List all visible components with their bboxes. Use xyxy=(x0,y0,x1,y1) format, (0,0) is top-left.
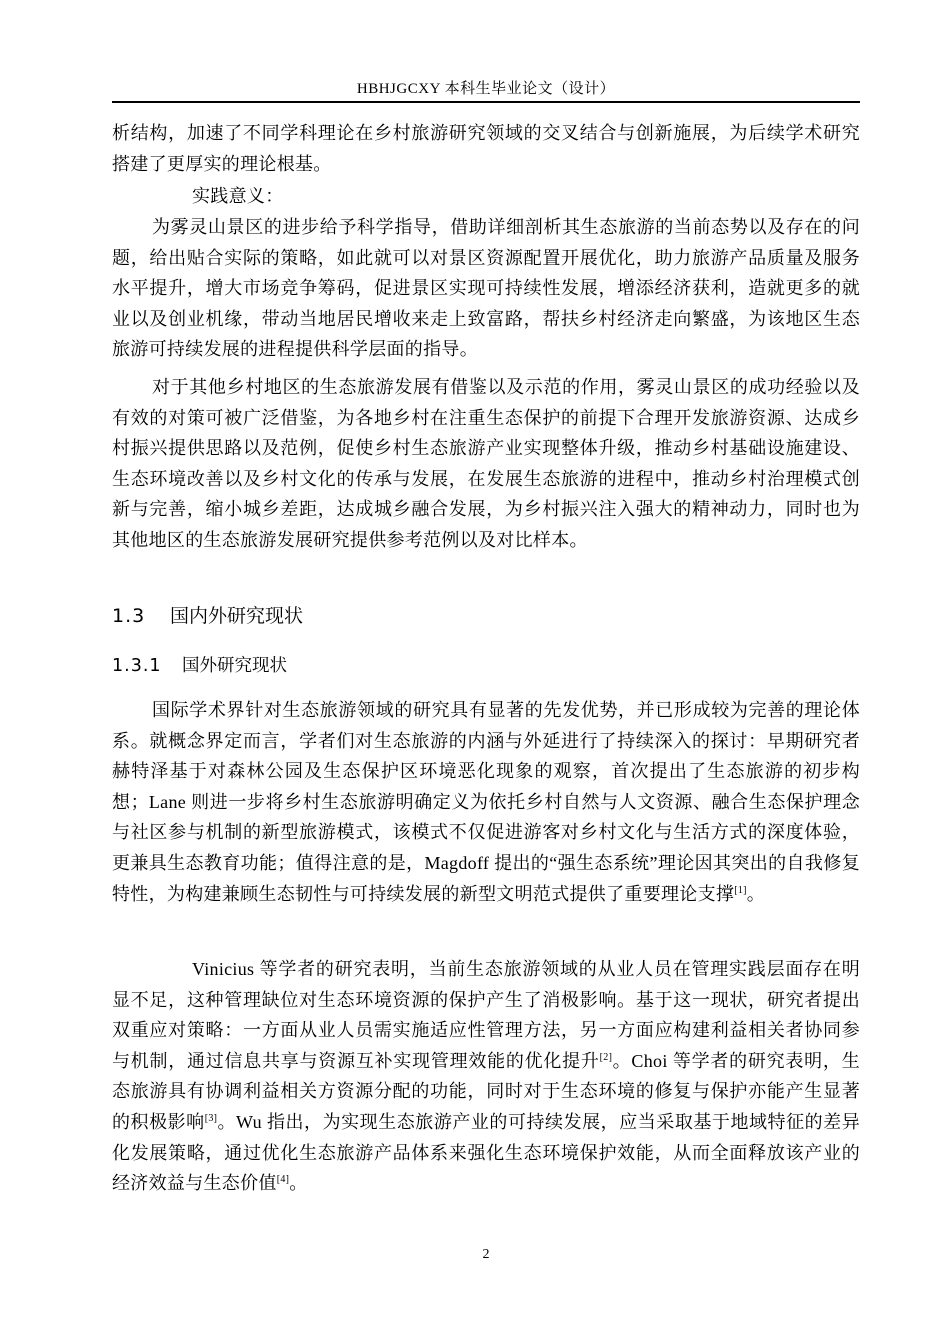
subsection-heading xyxy=(112,653,287,679)
paragraph-text: Vinicius 等学者的研究表明，当前生态旅游领域的从业人员在管理实践层面存在明显不足，这种管理缺位对生态环境资源的保护产生了消极影响。基于这一现状，研究者提出双重应对策略：一方面从业人员需实施适应性管理方法，另一方面应构建利益相关者协同参与机制，通过信息共享与资源互补实现管理效能的优化提升 xyxy=(112,959,860,1071)
citation-ref[interactable]: [2] xyxy=(599,1051,613,1063)
paragraph-foreign-research-1 xyxy=(112,695,860,909)
citation-ref[interactable]: [3] xyxy=(204,1112,218,1124)
page-number: 2 xyxy=(482,1247,490,1262)
paragraph-text: 国际学术界针对生态旅游领域的研究具有显著的先发优势，并已形成较为完善的理论体系。就概念界定而言，学者们对生态旅游的内涵与外延进行了持续深入的探讨：早期研究者赫特泽基于对森林公园及生态保护区环境恶化现象的观察，首次提出了生态旅游的初步构想；Lane 则进一步将乡村生态旅游明确定义为依托乡村自然与人文资源、融合生态保护理念与社区参与机制的新型旅游模式，该模式不仅促进游客对乡村文化与生活方式的深度体验，更兼具生态教育功能；值得注意的是，Magdoff 提出的“强生态系统”理论因其突出的自我修复特性，为构建兼顾生态韧性与可持续发展的新型文明范式提供了重要理论支撑 xyxy=(112,700,860,904)
subsection-title: 国外研究现状 xyxy=(182,656,287,676)
paragraph-text: 。Wu 指出，为实现生态旅游产业的可持续发展，应当采取基于地域特征的差异化发展策略，通过优化生态旅游产品体系来强化生态环境保护效能，从而全面释放该产业的经济效益与生态价值 xyxy=(112,1111,860,1194)
paragraph-text: 。 xyxy=(746,883,766,904)
citation-ref[interactable]: [4] xyxy=(276,1174,290,1186)
paragraph-text: 。 xyxy=(289,1173,308,1194)
paragraph-practical-significance-label: 实践意义： xyxy=(192,186,284,206)
paragraph-continued: 析结构，加速了不同学科理论在乡村旅游研究领域的交叉结合与创新施展，为后续学术研究搭建了更厚实的理论根基。 xyxy=(112,123,860,174)
section-number: 1.3 xyxy=(112,605,146,627)
paragraph-text: 。Choi 等学者的研究表明，生态旅游具有协调利益相关方资源分配的功能，同时对于生态环境的修复与保护亦能产生显著的积极影响 xyxy=(112,1050,860,1132)
running-header: HBHJGCXY 本科生毕业论文（设计） xyxy=(356,81,616,97)
section-title: 国内外研究现状 xyxy=(170,605,304,627)
citation-ref[interactable]: [1] xyxy=(734,884,747,896)
paragraph-foreign-research-2 xyxy=(112,954,860,1199)
paragraph-practical-significance-2: 对于其他乡村地区的生态旅游发展有借鉴以及示范的作用，雾灵山景区的成功经验以及有效的对策可被广泛借鉴，为各地乡村在注重生态保护的前提下合理开发旅游资源、达成乡村振兴提供思路以及范例，促使乡村生态旅游产业实现整体升级，推动乡村基础设施建设、生态环境改善以及乡村文化的传承与发展，在发展生态旅游的进程中，推动乡村治理模式创新与完善，缩小城乡差距，达成城乡融合发展，为乡村振兴注入强大的精神动力，同时也为其他地区的生态旅游发展研究提供参考范例以及对比样本。 xyxy=(112,377,860,550)
header-rule xyxy=(112,101,860,103)
paragraph-practical-significance-1: 为雾灵山景区的进步给予科学指导，借助详细剖析其生态旅游的当前态势以及存在的问题，给出贴合实际的策略，如此就可以对景区资源配置开展优化，助力旅游产品质量及服务水平提升，增大市场竞争筹码，促进景区实现可持续性发展，增添经济获利，造就更多的就业以及创业机缘，带动当地居民增收来走上致富路，帮扶乡村经济走向繁盛，为该地区生态旅游可持续发展的进程提供科学层面的指导。 xyxy=(112,217,860,360)
section-heading xyxy=(112,602,303,630)
subsection-number: 1.3.1 xyxy=(112,656,162,676)
